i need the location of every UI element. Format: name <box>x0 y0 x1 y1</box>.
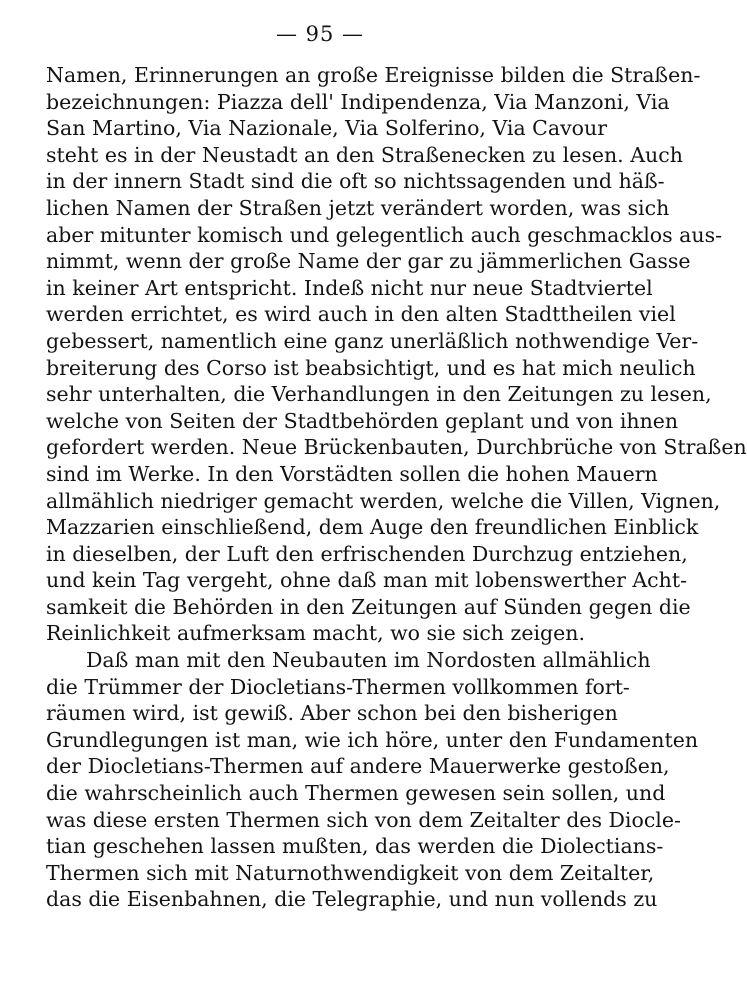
text-line: sehr unterhalten, die Verhandlungen in den Zeitungen zu lesen, <box>46 382 712 407</box>
text-line: die wahrscheinlich auch Thermen gewesen sein sollen, und <box>46 781 666 806</box>
text-line: steht es in der Neustadt an den Straßenecken zu lesen. Auch <box>46 142 683 167</box>
paragraph <box>46 62 747 647</box>
text-line: allmählich niedriger gemacht werden, welche die Villen, Vignen, <box>46 488 721 513</box>
text-line: das die Eisenbahnen, die Telegraphie, und nun vollends zu <box>46 887 658 912</box>
text-line: die Trümmer der Diocletians-Thermen vollkommen fort- <box>46 674 630 699</box>
text-line: San Martino, Via Nazionale, Via Solferino, Via Cavour <box>46 116 608 141</box>
text-line: samkeit die Behörden in den Zeitungen auf Sünden gegen die <box>46 594 691 619</box>
text-line: der Diocletians-Thermen auf andere Mauerwerke gestoßen, <box>46 754 670 779</box>
text-line: was diese ersten Thermen sich von dem Zeitalter des Diocle- <box>46 807 681 832</box>
text-line: aber mitunter komisch und gelegentlich auch geschmacklos aus- <box>46 222 723 247</box>
text-line: gefordert werden. Neue Brückenbauten, Durchbrüche von Straßen <box>46 435 747 460</box>
text-line: nimmt, wenn der große Name der gar zu jämmerlichen Gasse <box>46 249 691 274</box>
text-line: tian geschehen lassen mußten, das werden die Diolectians- <box>46 834 664 859</box>
text-line: sind im Werke. In den Vorstädten sollen die hohen Mauern <box>46 461 658 486</box>
text-line: Reinlichkeit aufmerksam macht, wo sie sich zeigen. <box>46 621 585 646</box>
text-line: werden errichtet, es wird auch in den alten Stadttheilen viel <box>46 302 676 327</box>
text-line: lichen Namen der Straßen jetzt verändert worden, was sich <box>46 195 670 220</box>
page-number: — 95 — <box>275 22 365 46</box>
text-line: in der innern Stadt sind die oft so nichtssagenden und häß- <box>46 169 665 194</box>
text-line: welche von Seiten der Stadtbehörden geplant und von ihnen <box>46 408 679 433</box>
text-line: Thermen sich mit Naturnothwendigkeit von dem Zeitalter, <box>46 860 655 885</box>
text-line: Namen, Erinnerungen an große Ereignisse bilden die Straßen- <box>46 63 701 87</box>
paragraph <box>46 647 699 913</box>
text-line: Daß man mit den Neubauten im Nordosten allmählich <box>86 648 651 673</box>
text-line: breiterung des Corso ist beabsichtigt, und es hat mich neulich <box>46 355 696 380</box>
text-line: und kein Tag vergeht, ohne daß man mit lobenswerther Acht- <box>46 568 688 593</box>
text-line: räumen wird, ist gewiß. Aber schon bei den bisherigen <box>46 701 618 726</box>
body-text <box>46 62 747 913</box>
text-line: in keiner Art entspricht. Indeß nicht nur neue Stadtviertel <box>46 275 653 300</box>
text-line: Mazzarien einschließend, dem Auge den freundlichen Einblick <box>46 515 699 540</box>
text-line: in dieselben, der Luft den erfrischenden Durchzug entziehen, <box>46 541 688 566</box>
text-line: gebessert, namentlich eine ganz unerläßlich nothwendige Ver- <box>46 328 699 353</box>
text-line: bezeichnungen: Piazza dell' Indipendenza, Via Manzoni, Via <box>46 89 670 114</box>
text-line: Grundlegungen ist man, wie ich höre, unter den Fundamenten <box>46 727 699 752</box>
